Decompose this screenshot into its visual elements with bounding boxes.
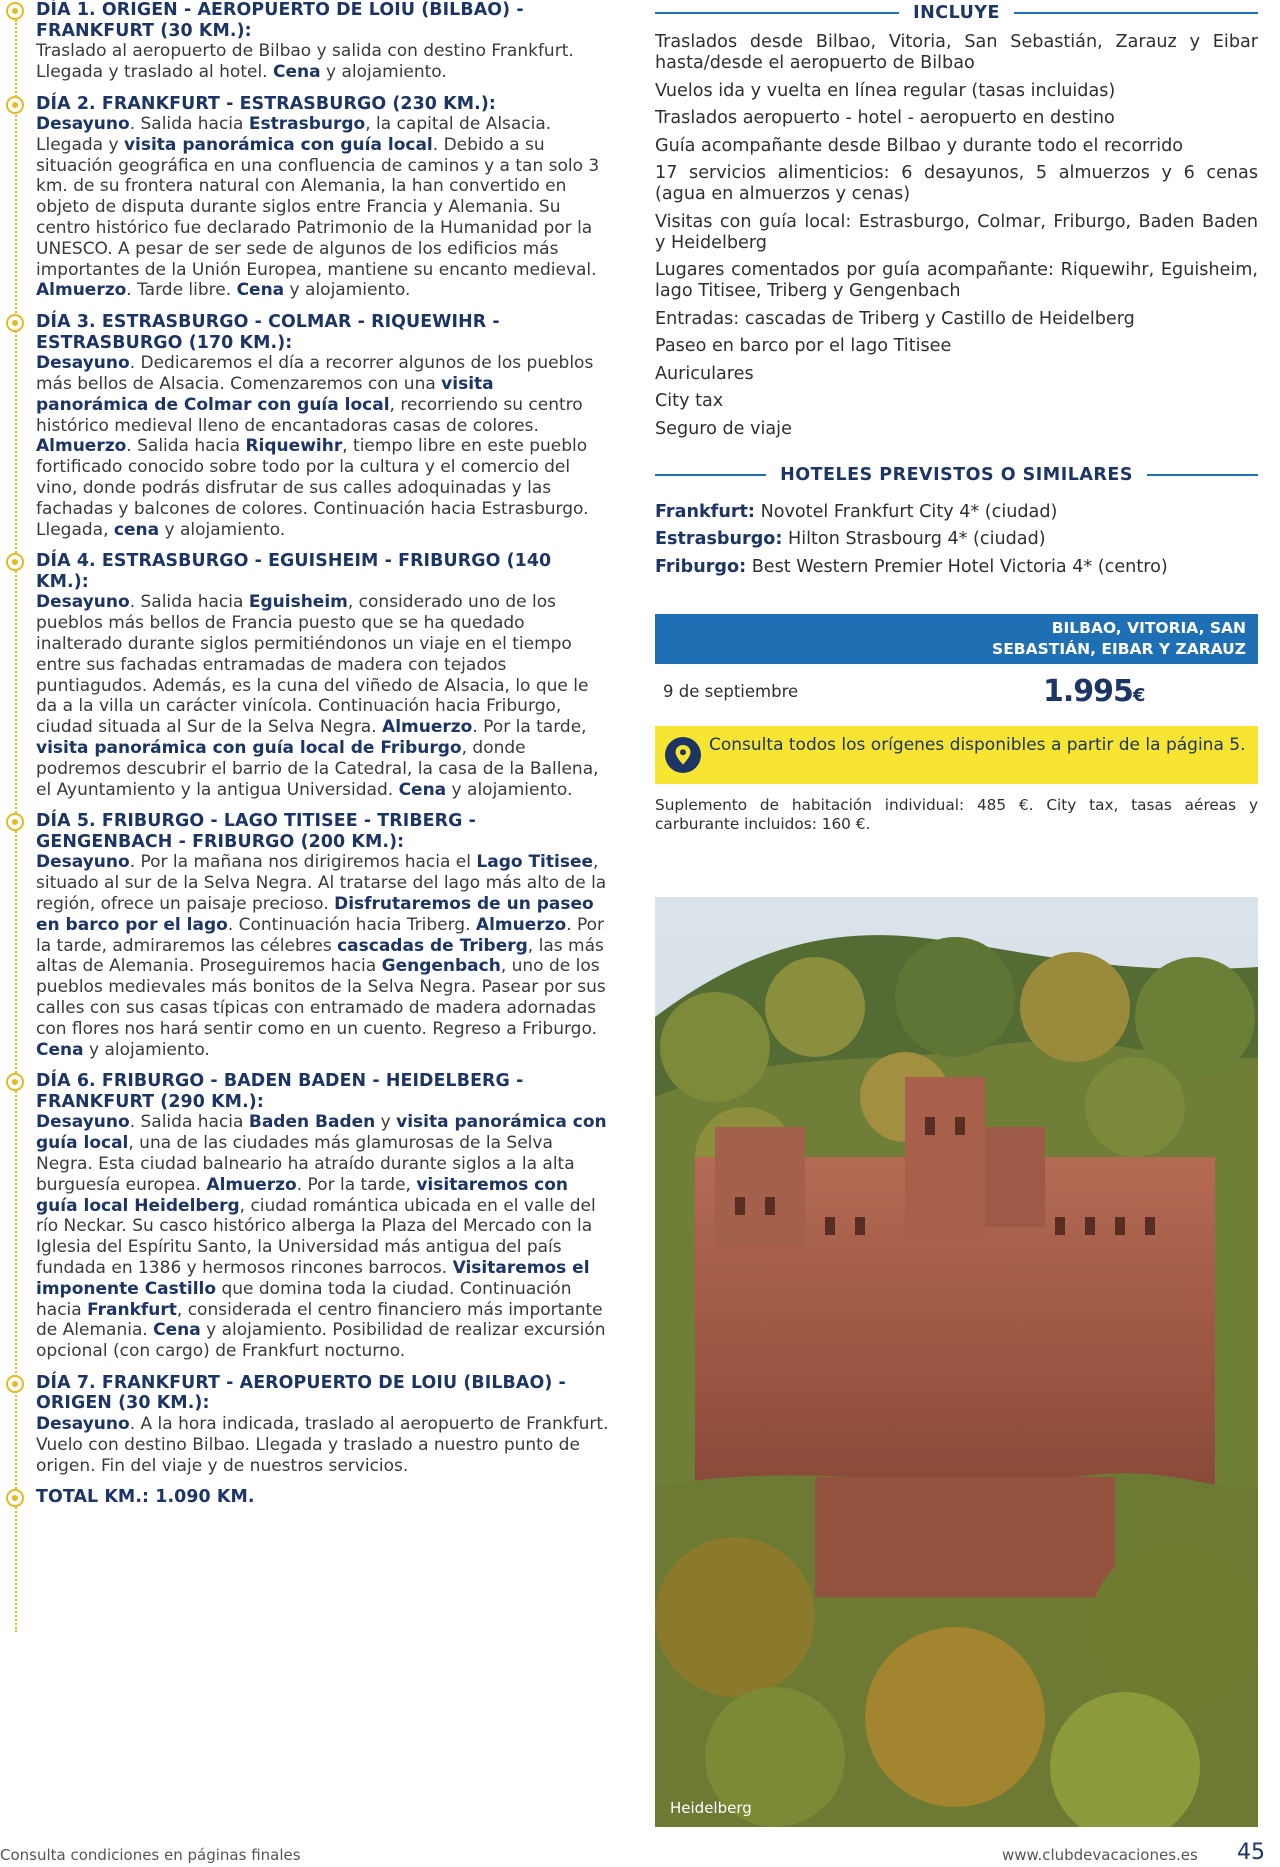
highlight-text: cascadas de Triberg [337,935,528,956]
highlight-text: Desayuno [36,592,130,613]
timeline-dot-icon [6,553,24,571]
incluye-item: Lugares comentados por guía acompañante: Riquewihr, Eguisheim, lago Titisee, Triberg y Gengenbach [655,260,1258,301]
description-text: , considerada el centro financiero más importante de Alemania. [36,1299,603,1341]
hotels-header [655,462,1258,488]
hotel-name: Best Western Premier Hotel Victoria 4* (centro) [746,556,1168,577]
origin-line-2: SEBASTIÁN, EIBAR Y ZARAUZ [992,639,1246,658]
divider [655,12,899,14]
origins-banner [655,726,1258,784]
divider [1147,474,1258,476]
day-description [36,353,610,540]
description-text: . Debido a su situación geográfica en una confluencia de caminos y a tan solo 3 km. de su frontera natural con Alemania, la han convertido en objeto de disputa durante siglos entre Francia y Alemania. Su centro histórico fue declarado Patrimonio de la Humanidad por la UNESCO. A pesar de ser sede de algunos de los edificios más importantes de la Unión Europea, mantiene su encanto medieval. [36,134,600,280]
highlight-text: Cena [153,1320,201,1341]
timeline-dot-icon [6,1489,24,1507]
highlight-text: Almuerzo [36,436,127,457]
incluye-item: Auriculares [655,363,754,384]
highlight-text: visita panorámica con guía local de Friburgo [36,738,462,759]
description-text: . Por la tarde, admiraremos las célebres [36,914,605,956]
divider [655,474,766,476]
description-text: y alojamiento. [83,1039,210,1060]
highlight-text: Eguisheim [248,592,348,613]
highlight-text: Desayuno [36,852,130,873]
day-title: DÍA 3. ESTRASBURGO - COLMAR - RIQUEWIHR - ESTRASBURGO (170 KM.): [36,312,500,353]
highlight-text: Cena [36,1039,84,1060]
highlight-text: Almuerzo [206,1174,297,1195]
incluye-item: Traslados desde Bilbao, Vitoria, San Sebastián, Zarauz y Eibar hasta/desde el aeropuerto de Bilbao [655,32,1258,73]
hotels-section [655,462,1258,578]
highlight-text: Baden Baden [248,1112,376,1133]
footer-website[interactable]: www.clubdevacaciones.es [1002,1846,1198,1864]
incluye-item: Guía acompañante desde Bilbao y durante todo el recorrido [655,135,1184,156]
itinerary-day [0,94,610,302]
price-table [655,614,1258,720]
description-text: , considerado uno de los pueblos más bellos de Francia puesto que se ha quedado inalterado durante siglos permitiéndonos un viaje en el tiempo entre sus fachadas entramadas de madera con tejados puntiagudos. Además, es la cuna del viñedo de Alsacia, lo que le da a la villa un carácter vinícola. Continuación hacia Friburgo, ciudad situada al Sur de la Selva Negra. [36,592,589,738]
description-text: , donde podremos descubrir el barrio de la Catedral, la casa de la Ballena, el Ayuntamiento y la antigua Universidad. [36,738,599,800]
day-description [36,1414,610,1476]
incluye-header [655,0,1258,26]
description-text: , tiempo libre en este pueblo fortificado conocido sobre todo por la cultura y el comercio del vino, donde podrás disfrutar de sus calles adoquinadas y las fachadas y balcones de colores. Continuación hacia Estrasburgo. Llegada, [36,436,589,540]
incluye-item: Vuelos ida y vuelta en línea regular (tasas incluidas) [655,80,1116,101]
highlight-text: cena [113,519,160,540]
photo-caption: Heidelberg [670,1799,752,1817]
incluye-item: Paseo en barco por el lago Titisee [655,336,952,356]
description-text: . Continuación hacia Triberg. [227,914,476,935]
description-text: . A la hora indicada, traslado al aeropuerto de Frankfurt. Vuelo con destino Bilbao. Llegada y traslado a nuestro punto de origen. Fin del viaje y de nuestros servicios. [36,1413,609,1476]
description-text: y alojamiento. [159,519,286,540]
total-km [0,1487,610,1508]
hotel-list [655,502,1258,578]
highlight-text: visitaremos con guía local Heidelberg [36,1174,568,1216]
description-text: y [375,1112,397,1133]
description-text: y alojamiento. [320,61,447,82]
castle-illustration [655,897,1258,1827]
description-text: Traslado al aeropuerto de Bilbao y salida con destino Frankfurt. Llegada y traslado al hotel. [36,41,574,82]
incluye-item: Visitas con guía local: Estrasburgo, Colmar, Friburgo, Baden Baden y Heidelberg [655,211,1258,253]
footer-conditions: Consulta condiciones en páginas finales [0,1846,301,1864]
day-description [36,1112,610,1362]
incluye-item: Traslados aeropuerto - hotel - aeropuerto en destino [655,108,1115,128]
day-title: DÍA 7. FRANKFURT - AEROPUERTO DE LOIU (BILBAO) - ORIGEN (30 KM.): [36,1372,566,1414]
departure-date: 9 de septiembre [663,682,799,701]
description-text: . Salida hacia [129,1112,249,1133]
highlight-text: Cena [236,280,285,301]
description-text: , las más altas de Alemania. Proseguiremos hacia [36,935,604,977]
banner-text: Consulta todos los orígenes disponibles a partir de la página 5. [709,734,1246,755]
highlight-text: Cena [272,61,321,82]
incluye-item: 17 servicios alimenticios: 6 desayunos, 5 almuerzos y 6 cenas (agua en almuerzos y cenas) [655,163,1258,204]
description-text: . Por la tarde, [472,717,587,738]
highlight-text: Almuerzo [36,280,127,301]
itinerary-days [0,0,610,1476]
map-pin-icon [665,737,701,773]
highlight-text: visita panorámica con guía local [123,134,433,155]
itinerary-column [0,0,610,1519]
itinerary-day [0,1373,610,1476]
highlight-text: Desayuno [36,1112,130,1133]
hotel-name: Novotel Frankfurt City 4* (ciudad) [754,501,1058,522]
description-text: . Tarde libre. [126,280,237,301]
description-text: y alojamiento. Posibilidad de realizar excursión opcional (con cargo) de Frankfurt nocturno. [36,1320,606,1362]
day-title: DÍA 4. ESTRASBURGO - EGUISHEIM - FRIBURGO (140 KM.): [36,551,552,592]
description-text: , la capital de Alsacia. Llegada y [36,114,552,155]
highlight-text: Lago Titisee [476,852,594,873]
day-title: DÍA 6. FRIBURGO - BADEN BADEN - HEIDELBERG - FRANKFURT (290 KM.): [36,1071,524,1112]
highlight-text: Almuerzo [475,914,567,935]
supplement-note: Suplemento de habitación individual: 485 €. City tax, tasas aéreas y carburante incluidos: 160 €. [655,795,1258,833]
description-text: . Por la tarde, [296,1174,417,1195]
price-amount: 1.995 [1043,674,1133,709]
incluye-item: Seguro de viaje [655,418,792,439]
highlight-text: Desayuno [36,353,130,374]
highlight-text: Desayuno [36,1413,130,1434]
highlight-text: Desayuno [36,114,130,135]
highlight-text: Gengenbach [381,956,501,977]
highlight-text: visita panorámica con guía local [36,1112,607,1154]
highlight-text: Visitaremos el imponente Castillo [36,1257,590,1299]
timeline-dot-icon [6,96,24,114]
itinerary-day [0,551,610,800]
info-column [655,0,1258,834]
day-title: DÍA 5. FRIBURGO - LAGO TITISEE - TRIBERG - GENGENBACH - FRIBURGO (200 KM.): [36,811,477,852]
description-text: que domina toda la ciudad. Continuación hacia [36,1278,572,1320]
price-value [1043,674,1144,709]
hotel-city: Estrasburgo: [655,529,783,549]
incluye-item: Entradas: cascadas de Triberg y Castillo de Heidelberg [655,308,1135,329]
highlight-text: Disfrutaremos de un paseo en barco por el lago [36,894,594,935]
highlight-text: Frankfurt [87,1299,177,1320]
hotel-row [655,502,1258,523]
price-currency: € [1132,685,1145,706]
highlight-text: visita panorámica de Colmar con guía local [36,374,494,415]
hotel-row [655,557,1258,578]
day-description [36,852,610,1060]
origin-line-1: BILBAO, VITORIA, SAN [1051,618,1246,637]
itinerary-day [0,312,610,540]
highlight-text: Estrasburgo [248,114,366,135]
day-title: DÍA 1. ORIGEN - AEROPUERTO DE LOIU (BILBAO) - FRANKFURT (30 KM.): [36,0,524,41]
page-number: 45 [1237,1840,1265,1865]
description-text: . Salida hacia [129,592,249,613]
hotel-row [655,529,1258,550]
incluye-list [655,32,1258,440]
incluye-item: City tax [655,391,724,411]
day-description [36,41,610,83]
heidelberg-photo [655,897,1258,1827]
itinerary-day [0,1071,610,1362]
description-text: , recorriendo su centro histórico medieval lleno de encantadoras casas de colores. [36,394,583,436]
highlight-text: Riquewihr [245,436,343,457]
description-text: , ciudad romántica ubicada en el valle del río Neckar. Su casco histórico alberga la Plaza del Mercado con la Iglesia del Espíritu Santo, la Universidad más antigua del país fundada en 1386 y hermosos rincones barrocos. [36,1195,596,1278]
itinerary-day [0,0,610,83]
highlight-text: Almuerzo [382,717,473,738]
hotel-city: Friburgo: [655,556,747,577]
divider [1014,12,1258,14]
price-row [655,664,1258,720]
description-text: . Salida hacia [126,436,246,457]
hotels-title: HOTELES PREVISTOS O SIMILARES [780,464,1133,485]
day-description [36,114,610,301]
description-text: y alojamiento. [284,280,411,301]
incluye-title: INCLUYE [913,3,1000,23]
description-text: , uno de los pueblos medievales más bonitos de la Selva Negra. Pasear por sus calles con sus casas típicas con entramado de madera adornadas con flores nos hará sentir como en un cuento. Regreso a Friburgo. [36,956,606,1039]
description-text: , una de las ciudades más glamurosas de la Selva Negra. Esta ciudad balneario ha atraído durante siglos a la alta burguesía europea. [36,1133,575,1195]
description-text: . Por la mañana nos dirigiremos hacia el [129,852,477,873]
timeline-dot-icon [6,314,24,332]
description-text: , situado al sur de la Selva Negra. Al tratarse del lago más alto de la región, ofrece un paisaje precioso. [36,852,607,914]
description-text: y alojamiento. [446,779,573,800]
hotel-city: Frankfurt: [655,501,755,522]
day-description [36,592,610,800]
description-text: . Dedicaremos el día a recorrer algunos de los pueblos más bellos de Alsacia. Comenzaremos con una [36,353,594,395]
timeline-dot-icon [6,2,24,20]
timeline-dot-icon [6,1375,24,1393]
timeline-dot-icon [6,1073,24,1091]
price-table-header [655,614,1258,664]
highlight-text: Cena [398,779,447,800]
total-km-text: TOTAL KM.: 1.090 KM. [36,1487,255,1508]
day-title: DÍA 2. FRANKFURT - ESTRASBURGO (230 KM.): [36,93,496,114]
itinerary-day [0,811,610,1060]
timeline-dot-icon [6,813,24,831]
hotel-name: Hilton Strasbourg 4* (ciudad) [782,529,1046,549]
description-text: . Salida hacia [129,114,249,135]
